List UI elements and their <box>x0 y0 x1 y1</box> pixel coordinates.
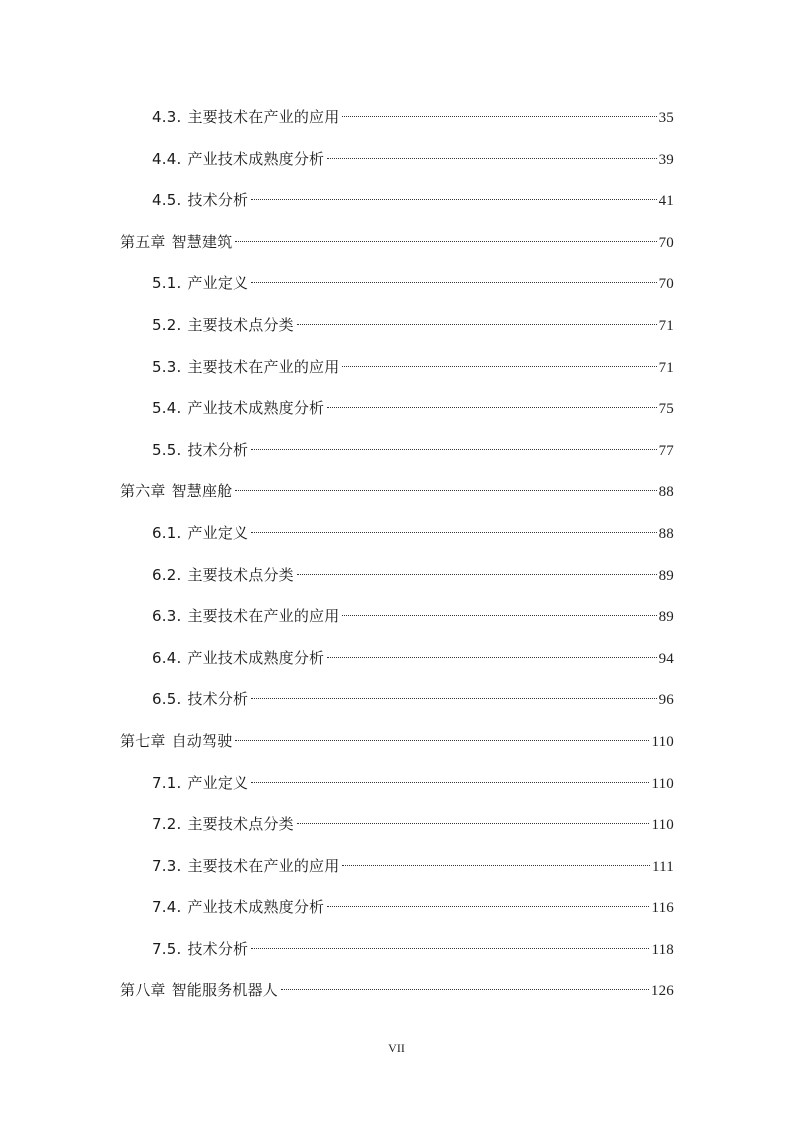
toc-entry-page: 110 <box>651 817 674 834</box>
table-of-contents <box>120 104 674 1019</box>
toc-entry-page: 88 <box>658 484 674 501</box>
toc-entry-title: 产业定义 <box>187 274 249 293</box>
toc-entry-title: 主要技术在产业的应用 <box>187 856 340 875</box>
toc-section-entry[interactable] <box>120 770 674 812</box>
toc-dot-leader <box>235 740 649 741</box>
toc-dot-leader <box>251 782 649 783</box>
toc-entry-page: 70 <box>658 276 674 293</box>
toc-entry-page: 96 <box>658 692 674 709</box>
toc-entry-title: 产业技术成熟度分析 <box>187 149 325 168</box>
toc-section-entry[interactable] <box>120 520 674 562</box>
toc-dot-leader <box>251 282 656 283</box>
toc-entry-page: 126 <box>650 983 674 1000</box>
toc-entry-title: 产业技术成熟度分析 <box>187 898 325 917</box>
toc-entry-number: 5.1. <box>152 274 182 293</box>
toc-entry-number: 第八章 <box>120 981 166 1000</box>
toc-entry-number: 6.3. <box>152 607 182 626</box>
toc-dot-leader <box>327 657 656 658</box>
toc-entry-number: 4.5. <box>152 191 182 210</box>
toc-entry-number: 5.4. <box>152 399 182 418</box>
page-number: VII <box>388 1041 405 1055</box>
toc-entry-page: 94 <box>658 650 674 667</box>
toc-entry-number: 第七章 <box>120 731 166 750</box>
toc-entry-title: 产业定义 <box>187 523 249 542</box>
toc-entry-page: 39 <box>658 151 674 168</box>
toc-entry-number: 7.5. <box>152 939 182 958</box>
toc-entry-page: 75 <box>658 401 674 418</box>
toc-entry-page: 35 <box>658 110 674 126</box>
toc-entry-page: 89 <box>658 609 674 626</box>
toc-dot-leader <box>235 241 656 242</box>
toc-dot-leader <box>251 948 649 949</box>
toc-dot-leader <box>251 199 656 200</box>
toc-dot-leader <box>342 116 656 117</box>
toc-entry-title: 智慧建筑 <box>171 232 233 251</box>
toc-section-entry[interactable] <box>120 437 674 479</box>
toc-entry-page: 110 <box>651 775 674 792</box>
toc-section-entry[interactable] <box>120 354 674 396</box>
toc-section-entry[interactable] <box>120 395 674 437</box>
toc-entry-title: 产业技术成熟度分析 <box>187 399 325 418</box>
toc-section-entry[interactable] <box>120 312 674 354</box>
toc-section-entry[interactable] <box>120 894 674 936</box>
toc-entry-number: 7.3. <box>152 856 182 875</box>
toc-dot-leader <box>327 158 656 159</box>
toc-entry-page: 89 <box>658 567 674 584</box>
toc-section-entry[interactable] <box>120 603 674 645</box>
toc-entry-number: 6.4. <box>152 648 182 667</box>
toc-entry-title: 技术分析 <box>187 939 249 958</box>
toc-entry-title: 主要技术在产业的应用 <box>187 607 340 626</box>
toc-dot-leader <box>251 698 656 699</box>
toc-entry-number: 7.1. <box>152 773 182 792</box>
toc-entry-number: 5.5. <box>152 440 182 459</box>
toc-entry-title: 主要技术在产业的应用 <box>187 357 340 376</box>
toc-section-entry[interactable] <box>120 146 674 188</box>
toc-entry-number: 4.3. <box>152 108 182 126</box>
toc-dot-leader <box>342 865 650 866</box>
toc-section-entry[interactable] <box>120 562 674 604</box>
toc-entry-number: 7.4. <box>152 898 182 917</box>
toc-section-entry[interactable] <box>120 645 674 687</box>
toc-entry-page: 70 <box>658 234 674 251</box>
toc-entry-title: 主要技术点分类 <box>187 815 294 834</box>
toc-entry-title: 产业定义 <box>187 773 249 792</box>
toc-entry-title: 自动驾驶 <box>171 731 233 750</box>
toc-entry-number: 5.2. <box>152 315 182 334</box>
toc-entry-number: 第五章 <box>120 232 166 251</box>
toc-section-entry[interactable] <box>120 811 674 853</box>
toc-chapter-entry[interactable] <box>120 478 674 520</box>
toc-entry-page: 118 <box>651 941 674 958</box>
toc-entry-number: 4.4. <box>152 149 182 168</box>
toc-dot-leader <box>251 532 656 533</box>
toc-entry-title: 智慧座舱 <box>171 482 233 501</box>
toc-entry-page: 71 <box>658 359 674 376</box>
toc-dot-leader <box>327 906 649 907</box>
toc-entry-number: 5.3. <box>152 357 182 376</box>
toc-entry-page: 116 <box>651 900 674 917</box>
toc-entry-number: 第六章 <box>120 482 166 501</box>
toc-entry-number: 6.1. <box>152 523 182 542</box>
toc-entry-number: 6.2. <box>152 565 182 584</box>
toc-chapter-entry[interactable] <box>120 977 674 1019</box>
toc-entry-title: 主要技术点分类 <box>187 565 294 584</box>
toc-entry-page: 77 <box>658 442 674 459</box>
toc-dot-leader <box>297 823 650 824</box>
toc-section-entry[interactable] <box>120 853 674 895</box>
toc-dot-leader <box>297 574 657 575</box>
toc-entry-page: 111 <box>652 858 674 875</box>
toc-section-entry[interactable] <box>120 104 674 146</box>
toc-entry-page: 41 <box>658 193 674 210</box>
toc-chapter-entry[interactable] <box>120 728 674 770</box>
toc-dot-leader <box>297 324 657 325</box>
toc-entry-title: 主要技术在产业的应用 <box>187 108 340 126</box>
toc-entry-page: 88 <box>658 525 674 542</box>
toc-dot-leader <box>342 615 656 616</box>
toc-entry-title: 主要技术点分类 <box>187 315 294 334</box>
toc-chapter-entry[interactable] <box>120 229 674 271</box>
toc-section-entry[interactable] <box>120 187 674 229</box>
toc-entry-page: 110 <box>651 733 674 750</box>
toc-entry-title: 技术分析 <box>187 191 249 210</box>
toc-section-entry[interactable] <box>120 936 674 978</box>
toc-entry-page: 71 <box>658 317 674 334</box>
toc-entry-title: 技术分析 <box>187 690 249 709</box>
toc-dot-leader <box>281 989 649 990</box>
toc-dot-leader <box>327 407 656 408</box>
toc-section-entry[interactable] <box>120 686 674 728</box>
toc-entry-title: 产业技术成熟度分析 <box>187 648 325 667</box>
toc-dot-leader <box>235 490 656 491</box>
toc-entry-title: 智能服务机器人 <box>171 981 279 1000</box>
toc-dot-leader <box>342 366 656 367</box>
toc-dot-leader <box>251 449 656 450</box>
toc-entry-number: 6.5. <box>152 690 182 709</box>
toc-entry-title: 技术分析 <box>187 440 249 459</box>
toc-entry-number: 7.2. <box>152 815 182 834</box>
toc-section-entry[interactable] <box>120 270 674 312</box>
